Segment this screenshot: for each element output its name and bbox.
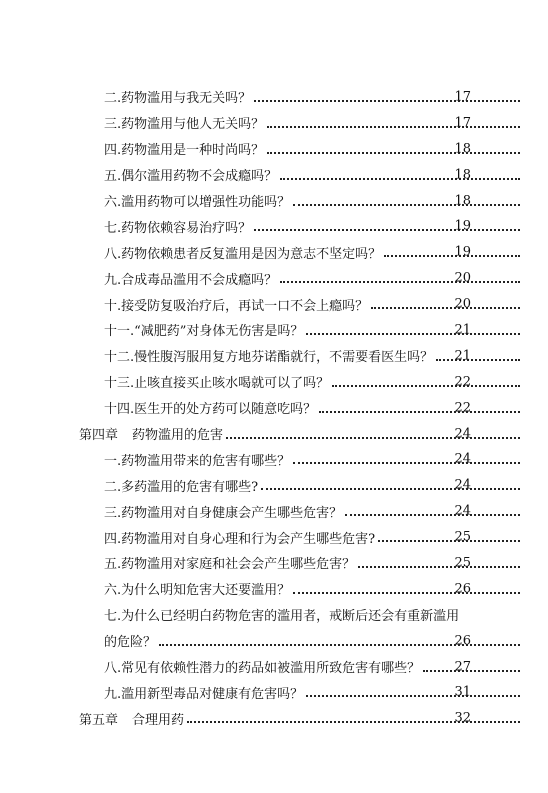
dot-leader xyxy=(319,411,520,413)
toc-entry-title: 九.合成毒品滥用不会成瘾吗？ xyxy=(104,272,278,288)
dot-leader xyxy=(423,670,520,672)
dot-leader xyxy=(280,281,520,283)
toc-entry[interactable] xyxy=(0,136,548,162)
toc-entry-page: 26 xyxy=(454,581,471,597)
toc-entry-title: 四.药物滥用对自身心理和行为会产生哪些危害? xyxy=(104,531,376,547)
table-of-contents xyxy=(0,84,548,731)
toc-entry-page: 24 xyxy=(454,426,471,442)
toc-entry[interactable] xyxy=(0,395,548,421)
dot-leader xyxy=(226,437,520,439)
toc-entry-page: 19 xyxy=(454,244,471,260)
toc-entry-title: 五.药物滥用对家庭和社会会产生哪些危害？ xyxy=(104,557,356,573)
toc-entry-page: 17 xyxy=(454,89,471,105)
toc-entry-title: 十.接受防复吸治疗后，再试一口不会上瘾吗？ xyxy=(104,298,369,314)
toc-entry-title: 十一.“减肥药”对身体无伤害是吗？ xyxy=(104,324,304,340)
toc-entry[interactable] xyxy=(0,576,548,602)
chapter-heading xyxy=(79,424,223,443)
toc-entry-page: 27 xyxy=(454,659,471,675)
toc-entry-title: 一.药物滥用带来的危害有哪些？ xyxy=(104,453,291,469)
toc-entry-page: 31 xyxy=(454,684,471,700)
toc-entry[interactable] xyxy=(0,524,548,550)
toc-entry-title: 十三.止咳直接买止咳水喝就可以了吗？ xyxy=(104,376,330,392)
toc-entry[interactable] xyxy=(0,343,548,369)
toc-entry[interactable] xyxy=(0,369,548,395)
dot-leader xyxy=(293,462,520,464)
dot-leader xyxy=(293,204,520,206)
toc-entry-title: 十二.慢性腹泻服用复方地芬诺酯就行，不需要看医生吗？ xyxy=(104,350,434,366)
chapter-title: 合理用药 xyxy=(132,712,185,728)
toc-entry[interactable] xyxy=(0,317,548,343)
toc-entry-page: 32 xyxy=(454,710,471,726)
toc-entry-page: 17 xyxy=(454,115,471,131)
toc-entry[interactable] xyxy=(0,265,548,291)
dot-leader xyxy=(378,540,520,542)
toc-entry-page: 24 xyxy=(454,503,471,519)
dot-leader xyxy=(436,359,520,361)
chapter-title: 药物滥用的危害 xyxy=(132,428,224,444)
toc-entry-page: 22 xyxy=(454,400,471,416)
toc-entry[interactable] xyxy=(0,188,548,214)
toc-entry[interactable] xyxy=(0,162,548,188)
toc-entry-page: 26 xyxy=(454,633,471,649)
toc-entry[interactable] xyxy=(0,446,548,472)
toc-entry-title-cont: 的危险？ xyxy=(104,635,157,651)
toc-entry[interactable] xyxy=(0,84,548,110)
toc-entry[interactable] xyxy=(0,213,548,239)
dot-leader xyxy=(293,592,520,594)
toc-entry-line1[interactable] xyxy=(0,602,548,628)
toc-entry-page: 20 xyxy=(454,296,471,312)
toc-entry-page: 24 xyxy=(454,477,471,493)
dot-leader xyxy=(261,488,520,490)
toc-entry-page: 19 xyxy=(454,218,471,234)
toc-entry-title: 七.药物依赖容易治疗吗？ xyxy=(104,220,252,236)
toc-entry-page: 18 xyxy=(454,141,471,157)
dot-leader xyxy=(332,385,520,387)
toc-entry-page: 21 xyxy=(454,322,471,338)
dot-leader xyxy=(384,255,520,257)
toc-entry-title: 四.药物滥用是一种时尚吗？ xyxy=(104,143,265,159)
toc-entry-page: 25 xyxy=(454,529,471,545)
toc-entry-page: 25 xyxy=(454,555,471,571)
toc-entry[interactable] xyxy=(0,239,548,265)
dot-leader xyxy=(371,307,520,309)
chapter-heading xyxy=(79,709,184,728)
toc-entry-title: 三.药物滥用对自身健康会产生哪些危害？ xyxy=(104,505,343,521)
toc-entry-page: 20 xyxy=(454,270,471,286)
toc-chapter-4[interactable] xyxy=(0,421,548,447)
toc-entry-title: 十四.医生开的处方药可以随意吃吗？ xyxy=(104,402,317,418)
toc-entry-page: 21 xyxy=(454,348,471,364)
toc-entry-title: 九.滥用新型毒品对健康有危害吗？ xyxy=(104,686,304,702)
toc-entry-page: 18 xyxy=(454,167,471,183)
toc-entry[interactable] xyxy=(0,679,548,705)
chapter-number: 第五章 xyxy=(79,712,119,728)
toc-entry-title: 二.药物滥用与我无关吗？ xyxy=(104,91,252,107)
toc-entry-title: 六.为什么明知危害大还要滥用？ xyxy=(104,583,291,599)
dot-leader xyxy=(267,126,520,128)
dot-leader xyxy=(267,152,520,154)
toc-entry[interactable] xyxy=(0,550,548,576)
toc-entry[interactable] xyxy=(0,498,548,524)
toc-entry[interactable] xyxy=(0,110,548,136)
dot-leader xyxy=(345,514,520,516)
toc-entry-line2[interactable] xyxy=(0,628,548,654)
toc-entry[interactable] xyxy=(0,472,548,498)
dot-leader xyxy=(254,100,520,102)
toc-entry-page: 24 xyxy=(454,451,471,467)
toc-entry[interactable] xyxy=(0,291,548,317)
dot-leader xyxy=(254,229,520,231)
toc-entry[interactable] xyxy=(0,654,548,680)
toc-entry-title: 六.滥用药物可以增强性功能吗？ xyxy=(104,195,291,210)
toc-entry-title: 八.常见有依赖性潜力的药品如被滥用所致危害有哪些？ xyxy=(104,661,421,677)
toc-chapter-5[interactable] xyxy=(0,705,548,731)
toc-entry-title: 二.多药滥用的危害有哪些? xyxy=(104,479,259,495)
toc-entry-title: 五.偶尔滥用药物不会成瘾吗？ xyxy=(104,169,278,185)
toc-entry-page: 22 xyxy=(454,374,471,390)
dot-leader xyxy=(306,695,520,697)
toc-entry-title: 八.药物依赖患者反复滥用是因为意志不坚定吗？ xyxy=(104,246,382,262)
dot-leader xyxy=(280,178,520,180)
toc-entry-page: 18 xyxy=(454,193,471,208)
dot-leader xyxy=(358,566,520,568)
toc-entry-title: 七.为什么已经明白药物危害的滥用者，戒断后还会有重新滥用 xyxy=(104,609,460,625)
toc-entry-title: 三.药物滥用与他人无关吗？ xyxy=(104,117,265,133)
chapter-number: 第四章 xyxy=(79,428,119,444)
dot-leader xyxy=(306,333,520,335)
